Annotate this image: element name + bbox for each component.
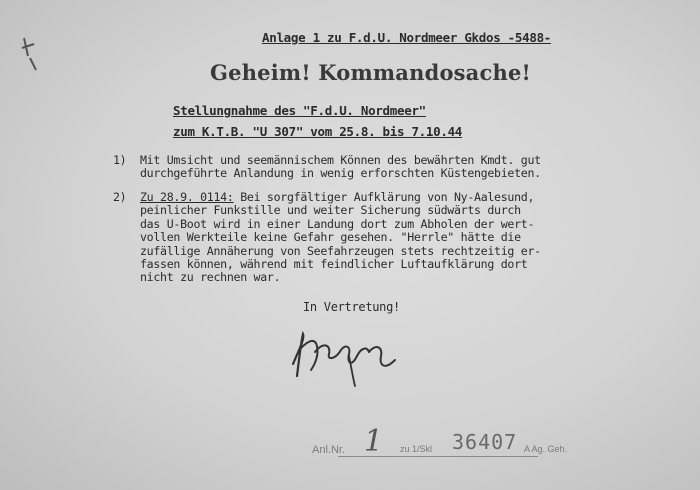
- stamp-label: Anl.Nr.: [312, 444, 346, 456]
- punch-mark: [20, 34, 42, 74]
- item-text-1: Mit Umsicht und seemännischem Können des bewährten Kmdt. gut durchgeführte Anlandung in wenig erforschten Küstengebieten.: [140, 153, 541, 181]
- document-title-line-1: Stellungnahme des "F.d.U. Nordmeer": [173, 103, 426, 118]
- stamp-tail-text: A Ag. Geh.: [524, 444, 568, 454]
- stamp-handwritten-number: 1: [364, 424, 384, 459]
- stamp-mid-text: zu 1/Skl: [400, 444, 433, 454]
- document-reference: Anlage 1 zu F.d.U. Nordmeer Gkdos -5488-: [262, 30, 552, 45]
- handwritten-signature: [285, 320, 410, 390]
- item-number-2: 2): [113, 190, 127, 204]
- closing-line: In Vertretung!: [303, 300, 400, 314]
- document-title-line-2: zum K.T.B. "U 307" vom 25.8. bis 7.10.44: [173, 124, 463, 139]
- item-2-date: Zu 28.9. 0114:: [140, 190, 234, 204]
- item-number-1: 1): [113, 153, 127, 167]
- classification-heading: Geheim! Kommandosache!: [210, 60, 531, 85]
- stamp-number: 36407: [452, 430, 518, 454]
- item-2-text: peinlicher Funkstille und weiter Sicherung südwärts durch das U-Boot wird in einer Landung dort zum Abholen der wert- vollen Werkteile keine Gefahr gesehen. "Herrle" hätte die zufällige Annäherung von Seefahrzeugen stets rechtzeitig er- fassen können, während mit feindlicher Luftaufklärung dort nicht zu rechnen war.: [140, 203, 541, 285]
- item-body-2: [140, 191, 541, 285]
- item-2-first-line: Bei sorgfältiger Aufklärung von Ny-Aalesund,: [233, 190, 535, 204]
